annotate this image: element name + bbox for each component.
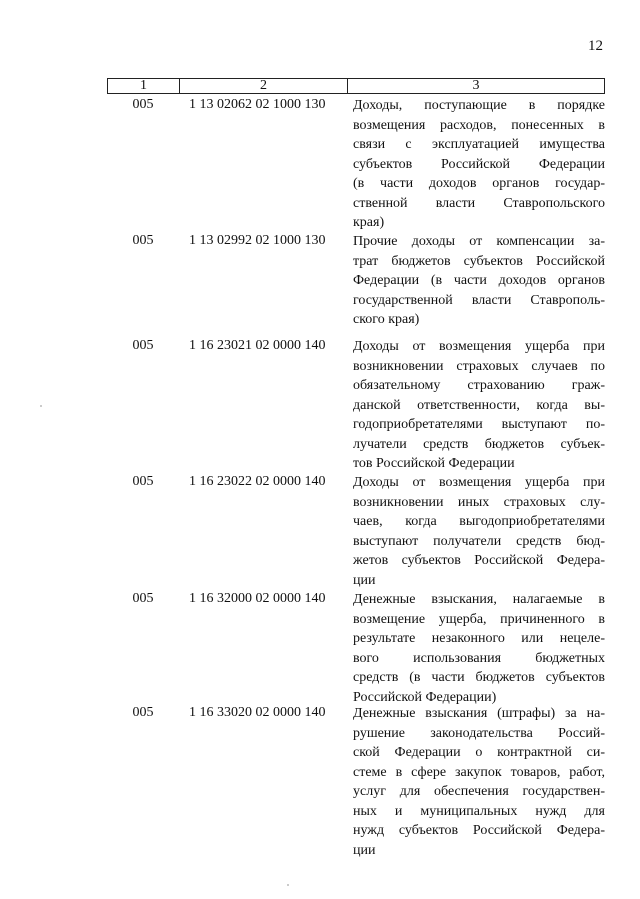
scan-speck xyxy=(287,884,289,886)
description-line: края) xyxy=(353,215,385,230)
budget-code-cell: 1 16 32000 02 0000 140 xyxy=(189,591,326,606)
header-cell-1: 1 xyxy=(108,79,180,93)
description-line: (в части доходов органов государ- xyxy=(353,176,605,191)
description-line: ского края) xyxy=(353,312,420,327)
description-line: нужд субъектов Российской Федера- xyxy=(353,823,605,838)
description-line: обязательному страхованию граж- xyxy=(353,378,605,393)
description-line: возникновении иных страховых слу- xyxy=(353,494,605,510)
scan-speck xyxy=(40,405,42,407)
description-line: результате незаконного или нецеле- xyxy=(353,631,605,646)
description-cell xyxy=(353,473,605,590)
budget-code-cell: 1 13 02992 02 1000 130 xyxy=(189,233,326,248)
description-cell xyxy=(353,337,605,474)
description-line: Денежные взыскания (штрафы) за на- xyxy=(353,706,605,721)
description-line: услуг для обеспечения государствен- xyxy=(353,784,605,799)
description-line: средств (в части бюджетов субъектов xyxy=(353,670,605,685)
description-line: Прочие доходы от компенсации за- xyxy=(353,234,605,249)
description-cell xyxy=(353,96,605,233)
description-line: лучатели средств бюджетов субъек- xyxy=(353,436,605,452)
description-line: Доходы, поступающие в порядке xyxy=(353,98,605,113)
table-row xyxy=(107,232,605,330)
description-line: Федерации (в части доходов органов xyxy=(353,273,605,288)
description-cell xyxy=(353,232,605,330)
description-line: данской ответственности, когда вы- xyxy=(353,397,605,413)
budget-code-cell: 1 13 02062 02 1000 130 xyxy=(189,97,326,112)
description-line: трат бюджетов субъектов Российской xyxy=(353,253,605,269)
description-line: возникновении страховых случаев по xyxy=(353,358,605,374)
admin-code-cell: 005 xyxy=(132,474,154,489)
description-line: Доходы от возмещения ущерба при xyxy=(353,475,605,490)
table-row xyxy=(107,473,605,590)
description-line: стеме в сфере закупок товаров, работ, xyxy=(353,764,605,780)
description-line: тов Российской Федерации xyxy=(353,456,515,471)
description-line: возмещение ущерба, причиненного в xyxy=(353,611,605,627)
budget-code-cell: 1 16 33020 02 0000 140 xyxy=(189,705,326,720)
description-line: возмещения расходов, понесенных в xyxy=(353,117,605,133)
table-row xyxy=(107,96,605,233)
description-cell xyxy=(353,590,605,707)
header-cell-3: 3 xyxy=(472,78,480,93)
description-line: ственной власти Ставропольского xyxy=(353,195,605,211)
description-line: государственной власти Ставрополь- xyxy=(353,292,605,308)
description-line: ных и муниципальных нужд для xyxy=(353,803,605,819)
description-line: Российской Федерации) xyxy=(353,689,497,705)
description-line: жетов субъектов Российской Федера- xyxy=(353,553,605,568)
budget-codes-table xyxy=(107,78,605,858)
description-line: выступают получатели средств бюд- xyxy=(353,533,605,549)
budget-code-cell: 1 16 23022 02 0000 140 xyxy=(189,474,326,489)
admin-code-cell: 005 xyxy=(132,705,154,720)
budget-code-cell: 1 16 23021 02 0000 140 xyxy=(189,338,326,353)
table-row xyxy=(107,337,605,474)
admin-code-cell: 005 xyxy=(132,591,154,606)
description-line: субъектов Российской Федерации xyxy=(353,156,605,172)
table-header-row xyxy=(107,78,605,94)
description-cell xyxy=(353,704,605,860)
page-number: 12 xyxy=(588,38,603,54)
description-line: вого использования бюджетных xyxy=(353,650,605,666)
description-line: Доходы от возмещения ущерба при xyxy=(353,339,605,354)
description-line: рушение законодательства Россий- xyxy=(353,725,605,741)
description-line: ской Федерации о контрактной си- xyxy=(353,745,605,760)
admin-code-cell: 005 xyxy=(132,97,154,112)
description-line: годоприобретателями выступают по- xyxy=(353,417,605,432)
description-line: ции xyxy=(353,842,376,858)
description-line: чаев, когда выгодоприобретателями xyxy=(353,514,605,529)
header-cell-2: 2 xyxy=(180,79,348,93)
admin-code-cell: 005 xyxy=(132,338,154,353)
description-line: Денежные взыскания, налагаемые в xyxy=(353,592,605,607)
description-line: ции xyxy=(353,572,376,588)
admin-code-cell: 005 xyxy=(132,233,154,248)
table-row xyxy=(107,704,605,860)
table-row xyxy=(107,590,605,707)
description-line: связи с эксплуатацией имущества xyxy=(353,137,605,152)
